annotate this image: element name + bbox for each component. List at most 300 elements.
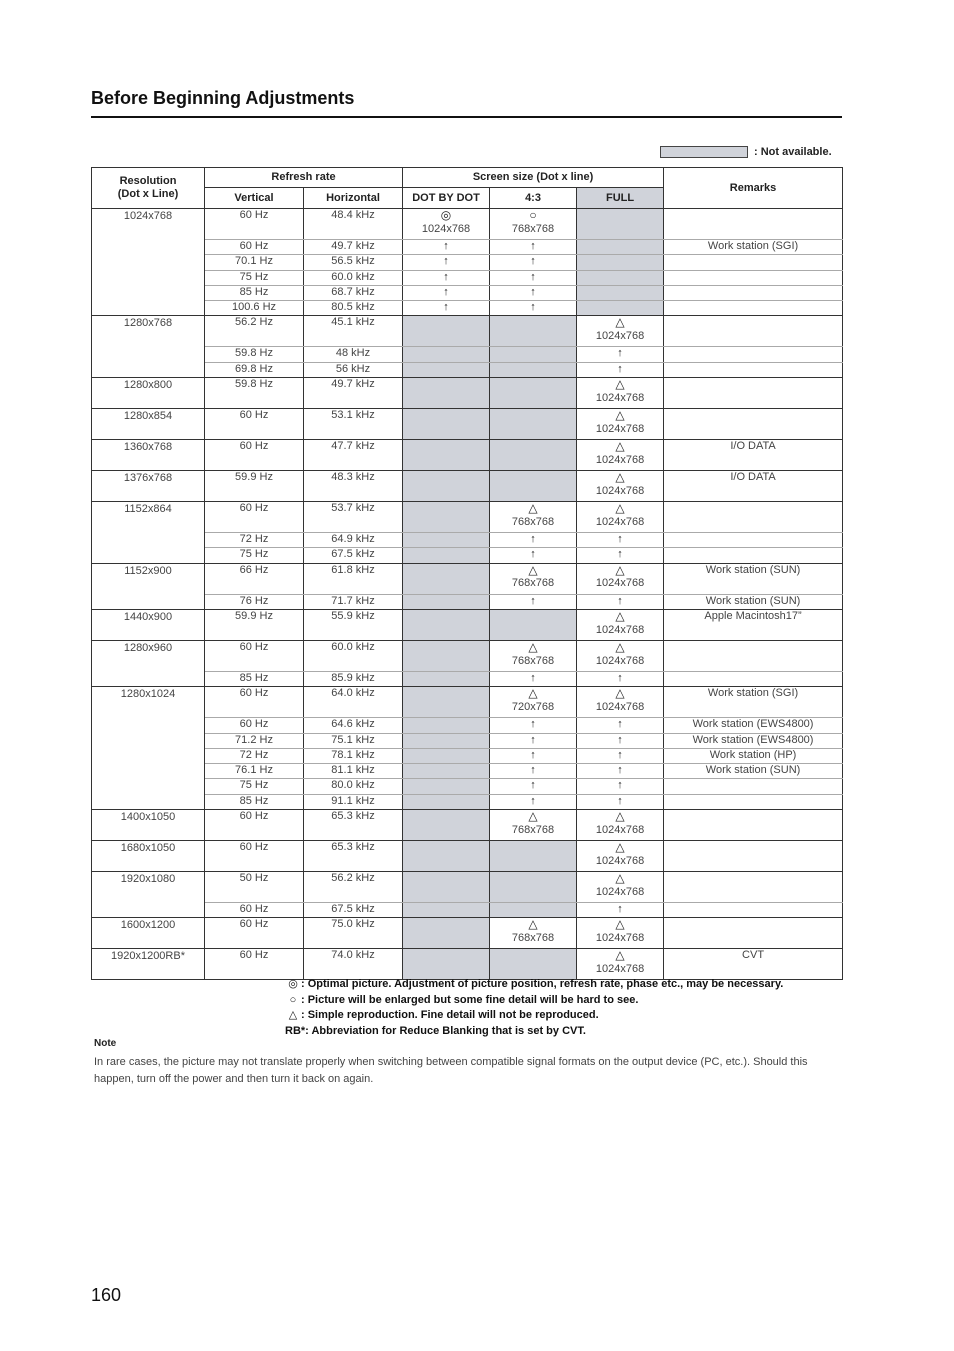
four-three-cell	[490, 362, 577, 377]
vertical-cell: 60 Hz	[205, 949, 304, 980]
table-row	[92, 563, 843, 594]
dot-by-dot-cell	[403, 794, 490, 809]
resolution-cell: 1360x768	[92, 440, 205, 471]
four-three-cell	[490, 548, 577, 563]
table-row	[92, 903, 843, 918]
note-title: Note	[94, 1038, 117, 1049]
remarks-cell: Work station (HP)	[664, 748, 843, 763]
remarks-cell: I/O DATA	[664, 440, 843, 471]
scaled-size-label: 1024x768	[595, 700, 645, 713]
table-row	[92, 918, 843, 949]
table-row	[92, 748, 843, 763]
four-three-cell	[490, 240, 577, 255]
scaled-size-label: 1024x768	[421, 222, 471, 235]
legend-text: RB*: Abbreviation for Reduce Blanking that is set by CVT.	[285, 1024, 586, 1037]
table-row	[92, 270, 843, 285]
dot-by-dot-cell	[403, 733, 490, 748]
resolution-cell: 1280x854	[92, 409, 205, 440]
vertical-cell: 60 Hz	[205, 502, 304, 533]
triangle-icon: △	[615, 501, 625, 516]
dot-by-dot-cell	[403, 779, 490, 794]
four-three-cell	[490, 533, 577, 548]
same-as-above-icon: ↑	[617, 548, 623, 561]
triangle-icon: △	[615, 563, 625, 577]
table-row	[92, 794, 843, 809]
remarks-cell	[664, 794, 843, 809]
same-as-above-icon: ↑	[530, 794, 536, 807]
scaled-size-label: 1024x768	[595, 484, 645, 497]
same-as-above-icon: ↑	[530, 255, 536, 268]
table-row	[92, 764, 843, 779]
resolution-cell: 1376x768	[92, 471, 205, 502]
remarks-cell	[664, 409, 843, 440]
four-three-cell	[490, 285, 577, 300]
same-as-above-icon: ↑	[617, 362, 623, 375]
full-cell	[577, 903, 664, 918]
full-cell	[577, 270, 664, 285]
triangle-icon: △	[615, 948, 625, 963]
table-row	[92, 316, 843, 347]
vertical-cell: 76.1 Hz	[205, 764, 304, 779]
header-4-3: 4:3	[490, 188, 577, 209]
dot-by-dot-cell	[403, 378, 490, 409]
legend-text: : Simple reproduction. Fine detail will not be reproduced.	[301, 1009, 599, 1022]
full-cell	[577, 548, 664, 563]
remarks-cell	[664, 779, 843, 794]
header-remarks: Remarks	[664, 168, 843, 209]
horizontal-cell: 71.7 kHz	[304, 594, 403, 609]
dot-by-dot-cell	[403, 301, 490, 316]
legend-item	[285, 977, 783, 993]
horizontal-cell: 49.7 kHz	[304, 378, 403, 409]
same-as-above-icon: ↑	[530, 285, 536, 298]
table-row	[92, 347, 843, 362]
dot-by-dot-cell	[403, 563, 490, 594]
dot-by-dot-cell	[403, 841, 490, 872]
same-as-above-icon: ↑	[443, 255, 449, 268]
remarks-cell	[664, 671, 843, 686]
four-three-cell	[490, 270, 577, 285]
table-row	[92, 255, 843, 270]
vertical-cell: 59.9 Hz	[205, 609, 304, 640]
same-as-above-icon: ↑	[443, 301, 449, 314]
horizontal-cell: 49.7 kHz	[304, 240, 403, 255]
table-row	[92, 640, 843, 671]
full-cell	[577, 718, 664, 733]
triangle-icon: △	[615, 408, 625, 423]
four-three-cell	[490, 347, 577, 362]
table-row	[92, 440, 843, 471]
circle-icon: ○	[529, 208, 537, 222]
symbol-legend	[285, 977, 783, 1039]
scaled-size-label: 768x768	[511, 222, 555, 235]
not-available-label: : Not available.	[754, 146, 832, 158]
triangle-icon: △	[288, 1009, 298, 1022]
remarks-cell	[664, 810, 843, 841]
horizontal-cell: 56.2 kHz	[304, 872, 403, 903]
horizontal-cell: 48 kHz	[304, 347, 403, 362]
horizontal-cell: 53.7 kHz	[304, 502, 403, 533]
triangle-icon: △	[615, 917, 625, 932]
vertical-cell: 71.2 Hz	[205, 733, 304, 748]
full-cell	[577, 687, 664, 718]
vertical-cell: 60 Hz	[205, 903, 304, 918]
same-as-above-icon: ↑	[530, 764, 536, 777]
four-three-cell	[490, 594, 577, 609]
compatible-signals-table	[91, 167, 843, 980]
dot-by-dot-cell	[403, 903, 490, 918]
same-as-above-icon: ↑	[617, 671, 623, 684]
four-three-cell	[490, 609, 577, 640]
scaled-size-label: 1024x768	[595, 515, 645, 528]
dot-by-dot-cell	[403, 362, 490, 377]
full-cell	[577, 240, 664, 255]
vertical-cell: 60 Hz	[205, 918, 304, 949]
same-as-above-icon: ↑	[530, 594, 536, 607]
four-three-cell	[490, 949, 577, 980]
remarks-cell	[664, 270, 843, 285]
scaled-size-label: 1024x768	[595, 885, 645, 898]
vertical-cell: 60 Hz	[205, 810, 304, 841]
scaled-size-label: 768x768	[511, 931, 555, 944]
dot-by-dot-cell	[403, 687, 490, 718]
scaled-size-label: 1024x768	[595, 623, 645, 636]
triangle-icon: △	[528, 809, 538, 824]
scaled-size-label: 720x768	[511, 700, 555, 713]
vertical-cell: 69.8 Hz	[205, 362, 304, 377]
horizontal-cell: 75.1 kHz	[304, 733, 403, 748]
triangle-icon: △	[528, 501, 538, 516]
table-row	[92, 209, 843, 240]
circle-icon: ○	[289, 993, 297, 1006]
four-three-cell	[490, 687, 577, 718]
scaled-size-label: 1024x768	[595, 654, 645, 667]
resolution-cell: 1920x1200RB*	[92, 949, 205, 980]
scaled-size-label: 1024x768	[595, 422, 645, 435]
full-cell	[577, 471, 664, 502]
dot-by-dot-cell	[403, 347, 490, 362]
same-as-above-icon: ↑	[530, 533, 536, 546]
horizontal-cell: 78.1 kHz	[304, 748, 403, 763]
legend-item	[285, 993, 783, 1009]
triangle-icon: △	[615, 470, 625, 485]
same-as-above-icon: ↑	[617, 764, 623, 777]
scaled-size-label: 768x768	[511, 654, 555, 667]
full-cell	[577, 409, 664, 440]
vertical-cell: 75 Hz	[205, 270, 304, 285]
same-as-above-icon: ↑	[617, 903, 623, 916]
dot-by-dot-cell	[403, 594, 490, 609]
full-cell	[577, 285, 664, 300]
vertical-cell: 60 Hz	[205, 440, 304, 471]
horizontal-cell: 67.5 kHz	[304, 903, 403, 918]
horizontal-cell: 60.0 kHz	[304, 270, 403, 285]
four-three-cell	[490, 779, 577, 794]
dot-by-dot-cell	[403, 949, 490, 980]
remarks-cell: Work station (SGI)	[664, 687, 843, 718]
legend-item	[285, 1008, 783, 1024]
triangle-icon: △	[528, 686, 538, 701]
scaled-size-label: 768x768	[511, 823, 555, 836]
same-as-above-icon: ↑	[530, 733, 536, 746]
full-cell	[577, 533, 664, 548]
table-row	[92, 872, 843, 903]
triangle-icon: △	[615, 640, 625, 654]
table-row	[92, 609, 843, 640]
table-body	[92, 209, 843, 980]
table-row	[92, 810, 843, 841]
legend-text: : Picture will be enlarged but some fine detail will be hard to see.	[301, 993, 639, 1006]
horizontal-cell: 61.8 kHz	[304, 563, 403, 594]
four-three-cell	[490, 409, 577, 440]
remarks-cell	[664, 378, 843, 409]
same-as-above-icon: ↑	[530, 270, 536, 283]
remarks-cell: Work station (EWS4800)	[664, 733, 843, 748]
triangle-icon: △	[615, 809, 625, 824]
remarks-cell: CVT	[664, 949, 843, 980]
same-as-above-icon: ↑	[617, 794, 623, 807]
dot-by-dot-cell	[403, 609, 490, 640]
four-three-cell	[490, 794, 577, 809]
full-cell	[577, 872, 664, 903]
horizontal-cell: 48.3 kHz	[304, 471, 403, 502]
dot-by-dot-cell	[403, 764, 490, 779]
horizontal-cell: 64.9 kHz	[304, 533, 403, 548]
table-row	[92, 548, 843, 563]
table-row	[92, 285, 843, 300]
four-three-cell	[490, 748, 577, 763]
page-title: Before Beginning Adjustments	[91, 88, 355, 108]
full-cell	[577, 764, 664, 779]
remarks-cell	[664, 316, 843, 347]
horizontal-cell: 55.9 kHz	[304, 609, 403, 640]
vertical-cell: 70.1 Hz	[205, 255, 304, 270]
four-three-cell	[490, 502, 577, 533]
remarks-cell	[664, 301, 843, 316]
scaled-size-label: 1024x768	[595, 453, 645, 466]
vertical-cell: 85 Hz	[205, 794, 304, 809]
table-row	[92, 718, 843, 733]
table-row	[92, 687, 843, 718]
resolution-cell: 1152x900	[92, 563, 205, 609]
four-three-cell	[490, 316, 577, 347]
full-cell	[577, 918, 664, 949]
horizontal-cell: 60.0 kHz	[304, 640, 403, 671]
resolution-cell: 1400x1050	[92, 810, 205, 841]
vertical-cell: 72 Hz	[205, 748, 304, 763]
four-three-cell	[490, 718, 577, 733]
triangle-icon: △	[615, 439, 625, 454]
resolution-cell: 1024x768	[92, 209, 205, 316]
same-as-above-icon: ↑	[530, 301, 536, 314]
dot-by-dot-cell	[403, 918, 490, 949]
horizontal-cell: 65.3 kHz	[304, 810, 403, 841]
remarks-cell	[664, 872, 843, 903]
dot-by-dot-cell	[403, 533, 490, 548]
dot-by-dot-cell	[403, 285, 490, 300]
horizontal-cell: 56.5 kHz	[304, 255, 403, 270]
triangle-icon: △	[615, 686, 625, 701]
horizontal-cell: 75.0 kHz	[304, 918, 403, 949]
table-row	[92, 671, 843, 686]
legend-item	[285, 1024, 783, 1040]
resolution-cell: 1600x1200	[92, 918, 205, 949]
horizontal-cell: 91.1 kHz	[304, 794, 403, 809]
note-text: In rare cases, the picture may not translate properly when switching between compatible signal formats on the output device (PC, etc.). Should this happen, turn off the power and then turn it back on again.	[94, 1056, 808, 1085]
four-three-cell	[490, 563, 577, 594]
full-cell	[577, 347, 664, 362]
remarks-cell	[664, 918, 843, 949]
same-as-above-icon: ↑	[617, 779, 623, 792]
resolution-cell: 1152x864	[92, 502, 205, 564]
full-cell	[577, 748, 664, 763]
same-as-above-icon: ↑	[443, 270, 449, 283]
dot-by-dot-cell	[403, 209, 490, 240]
full-cell	[577, 316, 664, 347]
same-as-above-icon: ↑	[530, 548, 536, 561]
four-three-cell	[490, 301, 577, 316]
full-cell	[577, 841, 664, 872]
table-row	[92, 471, 843, 502]
full-cell	[577, 502, 664, 533]
same-as-above-icon: ↑	[443, 285, 449, 298]
vertical-cell: 75 Hz	[205, 548, 304, 563]
four-three-cell	[490, 255, 577, 270]
remarks-cell	[664, 347, 843, 362]
dot-by-dot-cell	[403, 240, 490, 255]
four-three-cell	[490, 918, 577, 949]
same-as-above-icon: ↑	[617, 718, 623, 731]
four-three-cell	[490, 733, 577, 748]
same-as-above-icon: ↑	[443, 240, 449, 252]
vertical-cell: 85 Hz	[205, 285, 304, 300]
scaled-size-label: 1024x768	[595, 391, 645, 404]
resolution-cell: 1440x900	[92, 609, 205, 640]
vertical-cell: 75 Hz	[205, 779, 304, 794]
header-refresh-rate: Refresh rate	[205, 168, 403, 188]
full-cell	[577, 794, 664, 809]
triangle-icon: △	[528, 917, 538, 932]
four-three-cell	[490, 440, 577, 471]
four-three-cell	[490, 471, 577, 502]
horizontal-cell: 67.5 kHz	[304, 548, 403, 563]
dot-by-dot-cell	[403, 316, 490, 347]
dot-by-dot-cell	[403, 810, 490, 841]
full-cell	[577, 640, 664, 671]
full-cell	[577, 779, 664, 794]
triangle-icon: △	[615, 871, 625, 886]
scaled-size-label: 1024x768	[595, 931, 645, 944]
dot-by-dot-cell	[403, 409, 490, 440]
full-cell	[577, 733, 664, 748]
dot-by-dot-cell	[403, 502, 490, 533]
four-three-cell	[490, 209, 577, 240]
vertical-cell: 56.2 Hz	[205, 316, 304, 347]
vertical-cell: 60 Hz	[205, 841, 304, 872]
table-row	[92, 502, 843, 533]
header-resolution: Resolution (Dot x Line)	[92, 168, 205, 209]
table-row	[92, 841, 843, 872]
four-three-cell	[490, 378, 577, 409]
same-as-above-icon: ↑	[617, 733, 623, 746]
horizontal-cell: 53.1 kHz	[304, 409, 403, 440]
scaled-size-label: 1024x768	[595, 854, 645, 867]
remarks-cell: Work station (SUN)	[664, 594, 843, 609]
four-three-cell	[490, 640, 577, 671]
vertical-cell: 66 Hz	[205, 563, 304, 594]
remarks-cell: Apple Macintosh17”	[664, 609, 843, 640]
full-cell	[577, 301, 664, 316]
header-vertical: Vertical	[205, 188, 304, 209]
full-cell	[577, 362, 664, 377]
vertical-cell: 100.6 Hz	[205, 301, 304, 316]
header-full: FULL	[577, 188, 664, 209]
same-as-above-icon: ↑	[530, 240, 536, 252]
full-cell	[577, 209, 664, 240]
table-row	[92, 362, 843, 377]
dot-by-dot-cell	[403, 548, 490, 563]
vertical-cell: 72 Hz	[205, 533, 304, 548]
same-as-above-icon: ↑	[617, 533, 623, 546]
same-as-above-icon: ↑	[617, 748, 623, 761]
not-available-legend	[660, 146, 832, 158]
horizontal-cell: 47.7 kHz	[304, 440, 403, 471]
remarks-cell	[664, 640, 843, 671]
same-as-above-icon: ↑	[530, 671, 536, 684]
vertical-cell: 60 Hz	[205, 209, 304, 240]
full-cell	[577, 810, 664, 841]
full-cell	[577, 949, 664, 980]
horizontal-cell: 56 kHz	[304, 362, 403, 377]
dot-by-dot-cell	[403, 718, 490, 733]
double-circle-icon: ◎	[288, 978, 298, 990]
full-cell	[577, 671, 664, 686]
four-three-cell	[490, 764, 577, 779]
resolution-cell: 1280x800	[92, 378, 205, 409]
four-three-cell	[490, 903, 577, 918]
legend-text: : Optimal picture. Adjustment of picture position, refresh rate, phase etc., may be necessary.	[301, 978, 784, 990]
scaled-size-label: 1024x768	[595, 823, 645, 836]
dot-by-dot-cell	[403, 440, 490, 471]
triangle-icon: △	[615, 377, 625, 392]
same-as-above-icon: ↑	[617, 347, 623, 360]
full-cell	[577, 378, 664, 409]
horizontal-cell: 64.6 kHz	[304, 718, 403, 733]
double-circle-icon: ◎	[440, 208, 452, 222]
same-as-above-icon: ↑	[530, 718, 536, 731]
vertical-cell: 50 Hz	[205, 872, 304, 903]
not-available-swatch	[660, 146, 748, 158]
table-row	[92, 240, 843, 255]
remarks-cell	[664, 285, 843, 300]
remarks-cell	[664, 548, 843, 563]
full-cell	[577, 563, 664, 594]
vertical-cell: 60 Hz	[205, 240, 304, 255]
header-dot-by-dot: DOT BY DOT	[403, 188, 490, 209]
scaled-size-label: 1024x768	[595, 962, 645, 975]
vertical-cell: 59.8 Hz	[205, 347, 304, 362]
remarks-cell: Work station (SUN)	[664, 563, 843, 594]
dot-by-dot-cell	[403, 748, 490, 763]
same-as-above-icon: ↑	[617, 594, 623, 607]
table-row	[92, 378, 843, 409]
resolution-cell: 1920x1080	[92, 872, 205, 918]
resolution-cell: 1280x1024	[92, 687, 205, 810]
remarks-cell	[664, 903, 843, 918]
remarks-cell	[664, 255, 843, 270]
remarks-cell	[664, 362, 843, 377]
dot-by-dot-cell	[403, 872, 490, 903]
